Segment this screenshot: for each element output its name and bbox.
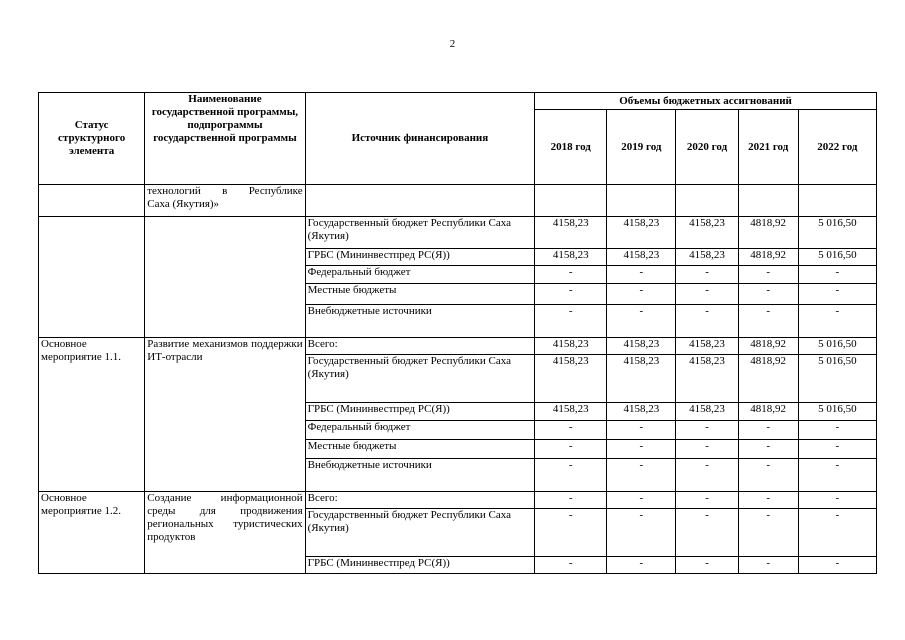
source-cell: Всего: xyxy=(305,338,535,355)
value-cell: 5 016,50 xyxy=(798,338,876,355)
source-cell: Всего: xyxy=(305,492,535,509)
value-cell: - xyxy=(798,492,876,509)
value-cell: 4158,23 xyxy=(607,338,676,355)
value-cell: 4158,23 xyxy=(676,355,738,403)
name-cell: Создание информационной среды для продвижения региональных туристических продуктов xyxy=(145,492,305,574)
value-cell: - xyxy=(535,557,607,574)
value-cell: - xyxy=(607,421,676,440)
page-number: 2 xyxy=(449,38,456,50)
value-cell: - xyxy=(738,509,798,557)
value-cell: 4158,23 xyxy=(607,355,676,403)
value-cell: 4158,23 xyxy=(535,338,607,355)
name-cell: Развитие механизмов поддержки ИТ-отрасли xyxy=(145,338,305,492)
value-cell: - xyxy=(798,421,876,440)
value-cell: - xyxy=(676,492,738,509)
value-cell: 5 016,50 xyxy=(798,217,876,249)
value-cell: - xyxy=(738,557,798,574)
value-cell: - xyxy=(738,492,798,509)
value-cell: - xyxy=(676,305,738,338)
value-cell: 4158,23 xyxy=(676,338,738,355)
value-cell: - xyxy=(738,421,798,440)
value-cell: 4158,23 xyxy=(535,403,607,421)
value-cell: - xyxy=(738,284,798,305)
value-cell: - xyxy=(535,284,607,305)
status-cell xyxy=(39,185,145,217)
header-status: Статус структурного элемента xyxy=(39,93,145,185)
value-cell: 4818,92 xyxy=(738,403,798,421)
budget-table xyxy=(38,92,877,574)
header-year: 2019 год xyxy=(607,110,676,185)
value-cell: 5 016,50 xyxy=(798,355,876,403)
value-cell xyxy=(798,185,876,217)
value-cell: - xyxy=(535,509,607,557)
value-cell: - xyxy=(738,440,798,459)
name-cell xyxy=(145,217,305,338)
status-cell: Основное мероприятие 1.1. xyxy=(39,338,145,492)
value-cell: - xyxy=(535,459,607,492)
value-cell: - xyxy=(798,305,876,338)
name-line: технологий в Республике xyxy=(147,185,303,197)
source-cell: Государственный бюджет Республики Саха (Якутия) xyxy=(305,509,535,557)
value-cell: - xyxy=(607,492,676,509)
source-cell: Федеральный бюджет xyxy=(305,266,535,284)
header-year: 2021 год xyxy=(738,110,798,185)
value-cell: 4818,92 xyxy=(738,217,798,249)
value-cell: - xyxy=(607,305,676,338)
source-cell: Внебюджетные источники xyxy=(305,305,535,338)
value-cell: 5 016,50 xyxy=(798,249,876,266)
value-cell: 4158,23 xyxy=(607,403,676,421)
value-cell xyxy=(535,185,607,217)
source-cell: ГРБС (Мининвестпред РС(Я)) xyxy=(305,403,535,421)
value-cell: - xyxy=(738,266,798,284)
value-cell: 4818,92 xyxy=(738,249,798,266)
value-cell: - xyxy=(738,459,798,492)
value-cell: 4158,23 xyxy=(535,355,607,403)
value-cell: - xyxy=(535,421,607,440)
header-year: 2022 год xyxy=(798,110,876,185)
value-cell: 4158,23 xyxy=(535,249,607,266)
value-cell: 5 016,50 xyxy=(798,403,876,421)
value-cell: - xyxy=(535,440,607,459)
value-cell: - xyxy=(676,557,738,574)
value-cell: - xyxy=(607,284,676,305)
value-cell: - xyxy=(798,440,876,459)
source-cell: ГРБС (Мининвестпред РС(Я)) xyxy=(305,249,535,266)
value-cell: - xyxy=(798,266,876,284)
value-cell: - xyxy=(676,459,738,492)
header-source: Источник финансирования xyxy=(305,93,535,185)
header-row xyxy=(39,93,877,110)
header-name: Наименование государственной программы, подпрограммы государственной программы xyxy=(145,93,305,185)
value-cell: - xyxy=(676,440,738,459)
value-cell: - xyxy=(535,492,607,509)
value-cell: - xyxy=(798,459,876,492)
value-cell xyxy=(738,185,798,217)
value-cell: - xyxy=(676,284,738,305)
source-cell: Государственный бюджет Республики Саха (Якутия) xyxy=(305,217,535,249)
header-year: 2020 год xyxy=(676,110,738,185)
table-row xyxy=(39,217,877,249)
value-cell: - xyxy=(676,266,738,284)
value-cell: 4158,23 xyxy=(607,217,676,249)
value-cell: - xyxy=(535,266,607,284)
value-cell: - xyxy=(607,440,676,459)
table-row xyxy=(39,338,877,355)
name-cell xyxy=(145,185,305,217)
source-cell: Местные бюджеты xyxy=(305,284,535,305)
value-cell: 4158,23 xyxy=(607,249,676,266)
source-cell: ГРБС (Мининвестпред РС(Я)) xyxy=(305,557,535,574)
header-volumes: Объемы бюджетных ассигнований xyxy=(535,93,877,110)
source-cell: Федеральный бюджет xyxy=(305,421,535,440)
value-cell: 4818,92 xyxy=(738,355,798,403)
header-year: 2018 год xyxy=(535,110,607,185)
source-cell xyxy=(305,185,535,217)
value-cell: 4158,23 xyxy=(676,217,738,249)
value-cell: - xyxy=(607,509,676,557)
source-cell: Внебюджетные источники xyxy=(305,459,535,492)
value-cell: - xyxy=(607,557,676,574)
value-cell: - xyxy=(607,459,676,492)
value-cell: - xyxy=(798,557,876,574)
status-cell xyxy=(39,217,145,338)
value-cell: - xyxy=(607,266,676,284)
value-cell: 4158,23 xyxy=(676,249,738,266)
value-cell: - xyxy=(676,421,738,440)
source-cell: Государственный бюджет Республики Саха (Якутия) xyxy=(305,355,535,403)
table-row xyxy=(39,185,877,217)
value-cell: 4158,23 xyxy=(535,217,607,249)
value-cell xyxy=(676,185,738,217)
value-cell: - xyxy=(535,305,607,338)
table-row xyxy=(39,492,877,509)
value-cell: 4818,92 xyxy=(738,338,798,355)
value-cell: - xyxy=(738,305,798,338)
value-cell: - xyxy=(798,284,876,305)
value-cell xyxy=(607,185,676,217)
value-cell: - xyxy=(798,509,876,557)
value-cell: 4158,23 xyxy=(676,403,738,421)
source-cell: Местные бюджеты xyxy=(305,440,535,459)
value-cell: - xyxy=(676,509,738,557)
status-cell: Основное мероприятие 1.2. xyxy=(39,492,145,574)
name-line: Саха (Якутия)» xyxy=(147,198,220,210)
